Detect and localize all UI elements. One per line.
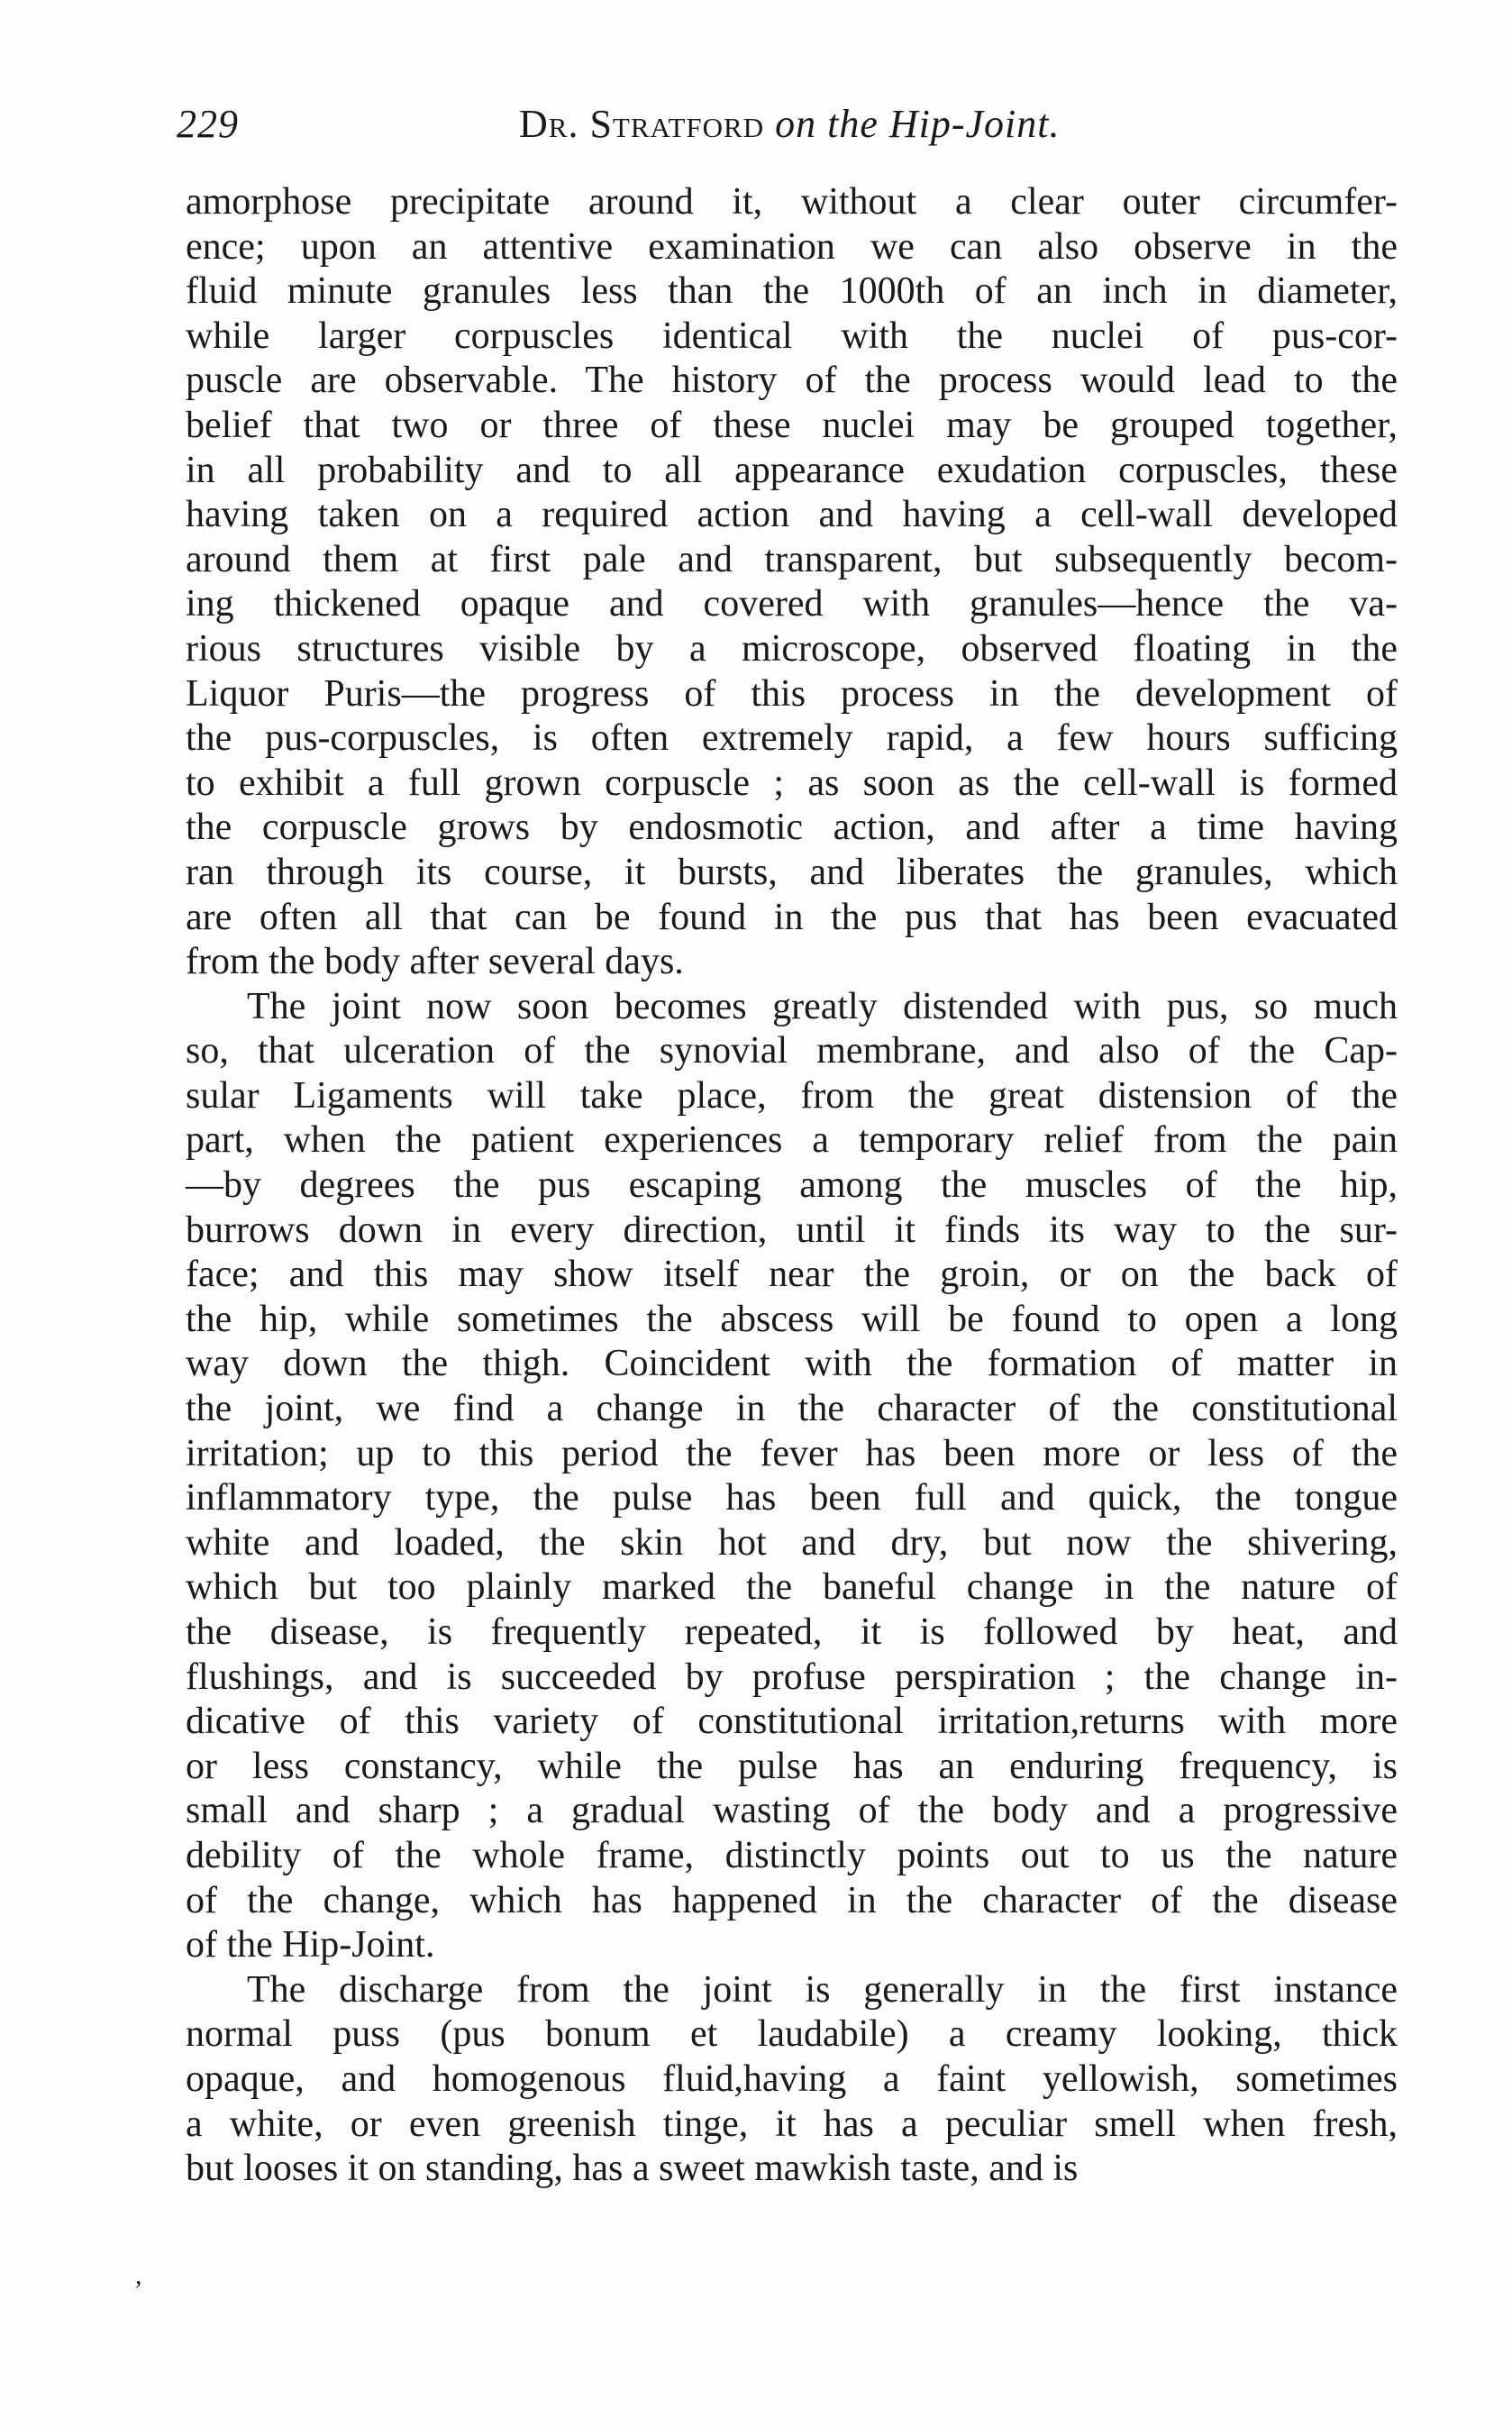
- running-head: [519, 101, 1061, 147]
- text-line: which but too plainly marked the baneful change in the nature of: [186, 1566, 1398, 1609]
- text-line: face; and this may show itself near the groin, or on the back of: [186, 1254, 1398, 1296]
- text-line: while larger corpuscles identical with the nuclei of pus-cor-: [186, 315, 1398, 357]
- text-line: irritation; up to this period the fever has been more or less of the: [186, 1432, 1398, 1474]
- text-line: rious structures visible by a microscope, observed floating in the: [186, 627, 1398, 670]
- text-line: flushings, and is succeeded by profuse perspiration ; the change in-: [186, 1656, 1398, 1698]
- text-line: normal puss (pus bonum et laudabile) a creamy looking, thick: [186, 2013, 1398, 2056]
- margin-mark: ,: [135, 2260, 142, 2290]
- text-line: fluid minute granules less than the 1000th of an inch in diameter,: [186, 270, 1398, 313]
- text-line: The joint now soon becomes greatly distended with pus, so much: [247, 985, 1398, 1027]
- text-line: inflammatory type, the pulse has been full and quick, the tongue: [186, 1477, 1398, 1519]
- text-line: ing thickened opaque and covered with granules—hence the va-: [186, 583, 1398, 625]
- text-line: dicative of this variety of constitutional irritation,returns with more: [186, 1701, 1398, 1743]
- text-line: The discharge from the joint is generally in the first instance: [247, 1968, 1398, 2011]
- text-line: of the change, which has happened in the character of the disease: [186, 1879, 1398, 1921]
- text-line: around them at first pale and transparent, but subsequently becom-: [186, 538, 1398, 580]
- text-line: ence; upon an attentive examination we can also observe in the: [186, 225, 1398, 268]
- text-line: —by degrees the pus escaping among the muscles of the hip,: [186, 1164, 1398, 1207]
- text-line: the hip, while sometimes the abscess will be found to open a long: [186, 1298, 1398, 1340]
- text-line: belief that two or three of these nuclei may be grouped together,: [186, 404, 1398, 446]
- paragraph: [186, 1968, 1398, 2192]
- text-line: ran through its course, it bursts, and liberates the granules, which: [186, 851, 1398, 893]
- text-line: having taken on a required action and having a cell-wall developed: [186, 494, 1398, 536]
- text-line: opaque, and homogenous fluid,having a faint yellowish, sometimes: [186, 2057, 1398, 2100]
- text-line: small and sharp ; a gradual wasting of the body and a progressive: [186, 1790, 1398, 1832]
- page-header: [177, 101, 1384, 155]
- text-line: part, when the patient experiences a temporary relief from the pain: [186, 1119, 1398, 1162]
- text-line: burrows down in every direction, until it finds its way to the sur-: [186, 1209, 1398, 1251]
- paragraph: [186, 180, 1398, 985]
- running-head-author: Dr. Stratford: [519, 102, 765, 146]
- text-line: the disease, is frequently repeated, it is followed by heat, and: [186, 1611, 1398, 1653]
- body-text: [186, 180, 1398, 2192]
- text-line: debility of the whole frame, distinctly points out to us the nature: [186, 1834, 1398, 1876]
- text-line: way down the thigh. Coincident with the formation of matter in: [186, 1343, 1398, 1385]
- text-line: are often all that can be found in the pus that has been evacuated: [186, 896, 1398, 938]
- text-line: the pus-corpuscles, is often extremely rapid, a few hours sufficing: [186, 717, 1398, 760]
- text-line: Liquor Puris—the progress of this process in the development of: [186, 672, 1398, 715]
- text-line: of the Hip-Joint.: [186, 1924, 435, 1966]
- text-line: so, that ulceration of the synovial membrane, and also of the Cap-: [186, 1030, 1398, 1072]
- text-line: but looses it on standing, has a sweet mawkish taste, and is: [186, 2148, 1079, 2190]
- paragraph: [186, 985, 1398, 1968]
- text-line: to exhibit a full grown corpuscle ; as soon as the cell-wall is formed: [186, 762, 1398, 804]
- text-line: in all probability and to all appearance exudation corpuscles, these: [186, 449, 1398, 491]
- text-line: puscle are observable. The history of the process would lead to the: [186, 360, 1398, 402]
- text-line: from the body after several days.: [186, 941, 684, 983]
- text-line: or less constancy, while the pulse has an enduring frequency, is: [186, 1745, 1398, 1787]
- page-number: 229: [177, 102, 239, 146]
- running-head-title: on the Hip-Joint.: [775, 102, 1061, 146]
- text-line: white and loaded, the skin hot and dry, but now the shivering,: [186, 1521, 1398, 1564]
- text-line: sular Ligaments will take place, from the great distension of the: [186, 1074, 1398, 1117]
- text-line: a white, or even greenish tinge, it has a peculiar smell when fresh,: [186, 2103, 1398, 2145]
- text-line: the joint, we find a change in the character of the constitutional: [186, 1388, 1398, 1430]
- text-line: the corpuscle grows by endosmotic action, and after a time having: [186, 807, 1398, 849]
- text-line: amorphose precipitate around it, without a clear outer circumfer-: [186, 181, 1398, 223]
